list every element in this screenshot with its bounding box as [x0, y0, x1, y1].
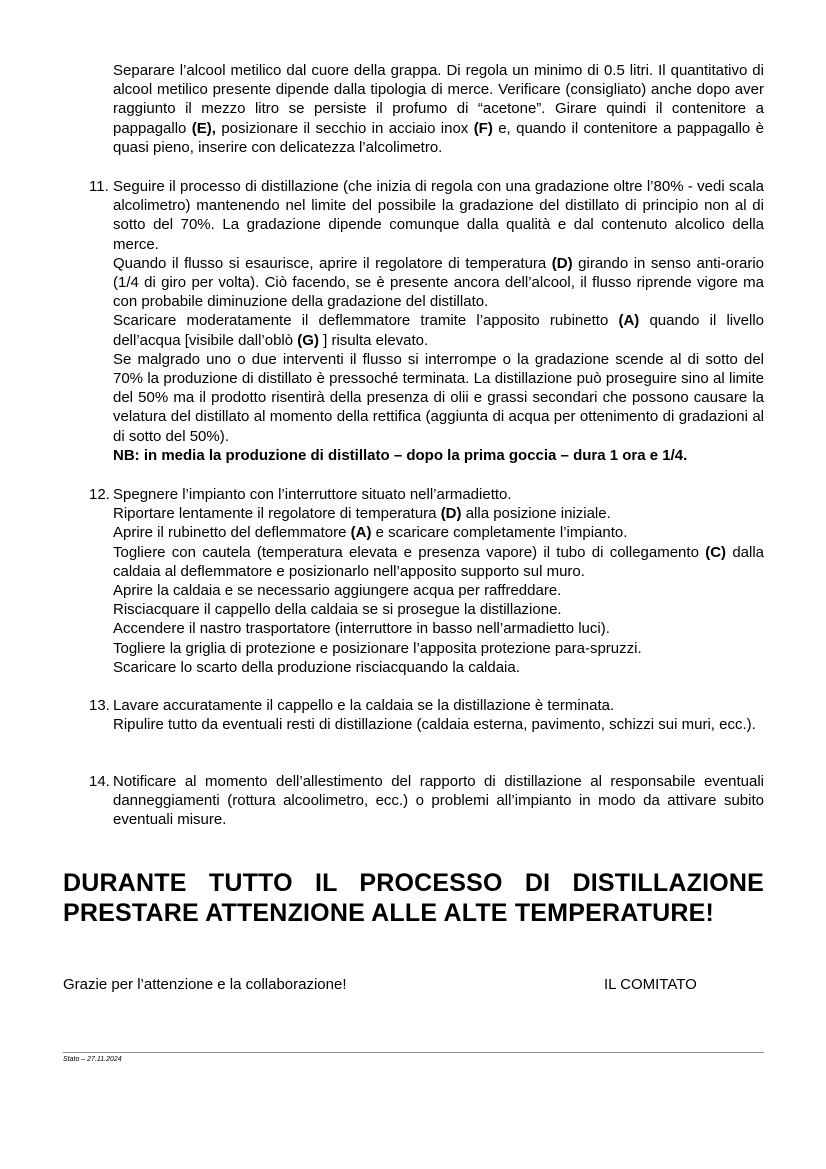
intro-text-4: e, quando il contenitore a pappagallo è quasi pieno, inserire con delicatezza l’alcolimetro. — [113, 119, 764, 156]
step-number: 12. — [89, 486, 110, 503]
step-13 — [89, 696, 764, 734]
label-a: (A) — [350, 524, 372, 542]
step-13-line: Lavare accuratamente il cappello e la caldaia se la distillazione è terminata. — [113, 697, 615, 714]
intro-paragraph — [113, 61, 764, 157]
step-number: 13. — [89, 697, 110, 714]
intro-text-3: posizionare il secchio in acciaio inox — [221, 119, 469, 137]
intro-text: Separare l’alcool metilico dal cuore della grappa. Di regola un minimo di 0.5 litri. Il quantitativo di alcool metilico presente dipende dalla tipologia di merce. Verificare (consigliato) anche dopo aver raggiunto il mezzo litro se persiste il profumo di “acetone”. — [113, 62, 764, 118]
step-12-line: Aprire la caldaia e se necessario aggiungere acqua per raffreddare. — [113, 582, 562, 600]
label-d: (D) — [440, 505, 462, 523]
intro-text-2: Girare quindi il contenitore a pappagallo — [113, 100, 765, 137]
label-f: (F) — [473, 119, 493, 137]
step-number: 14. — [89, 773, 110, 790]
step-12-line: Scaricare lo scarto della produzione risciacquando la caldaia. — [113, 658, 520, 676]
step-11-p1: Seguire il processo di distillazione (che inizia di regola con una gradazione oltre l’80% - vedi scala alcolimetro) mantenendo nel limite del possibile la gradazione del distillato di principio non al di sotto del 70%. La gradazione dipende comunque dalla qualità e dal contenuto alcolico della merce. — [113, 178, 764, 253]
step-11-p3: Scaricare moderatamente il deflemmatore tramite l’apposito rubinetto (A) quando il livello dell’acqua [visibile dall’oblò (G) ] risulta elevato. — [113, 312, 764, 349]
step-11 — [89, 177, 764, 465]
label-e: (E), — [191, 119, 216, 137]
step-12-line: Accendere il nastro trasportatore (interruttore in basso nell’armadietto luci). — [113, 620, 610, 638]
step-11-p4: Se malgrado uno o due interventi il flusso si interrompe o la gradazione scende al di sotto del 70% la produzione di distillato è pressoché terminata. La distillazione può proseguire sino al limite del 50% ma il prodotto risentirà della presenza di olii e grassi secondari che possono causare la velatura del distillato al momento della rettifica (aggiunta di acqua per ottenimento di gradazioni al di sotto del 50%). — [113, 350, 764, 445]
label-c: (C) — [705, 543, 727, 561]
step-12-line: Togliere con cautela (temperatura elevata e presenza vapore) il tubo di collegamento (C) dalla caldaia al deflemmatore e posizionarlo nell’apposito supporto sul muro. — [113, 543, 765, 580]
nb-note: NB: in media la produzione di distillato – dopo la prima goccia – dura 1 ora e 1/4. — [113, 446, 688, 464]
footer-status: Stato – 27.11.2024 — [63, 1056, 122, 1063]
step-number: 11. — [89, 178, 109, 195]
label-g: (G) — [297, 331, 319, 349]
step-11-p2: Quando il flusso si esaurisce, aprire il regolatore di temperatura (D) girando in senso anti-orario (1/4 di giro per volta). Ciò facendo, se è presente ancora dell’alcool, il flusso riprende vigore ma con probabile diminuzione della gradazione del distillato. — [113, 254, 765, 311]
label-d: (D) — [551, 254, 573, 272]
warning-line-1: DURANTE TUTTO IL PROCESSO DI DISTILLAZIONE — [63, 869, 764, 897]
step-12-line: Aprire il rubinetto del deflemmatore (A) e scaricare completamente l’impianto. — [113, 524, 628, 542]
step-12-line: Togliere la griglia di protezione e posizionare l’apposita protezione para-spruzzi. — [113, 639, 642, 657]
step-12 — [89, 485, 764, 677]
step-12-line: Risciacquare il cappello della caldaia se si prosegue la distillazione. — [113, 601, 562, 619]
temperature-warning — [63, 868, 764, 928]
step-12-line: Spegnere l’impianto con l’interruttore situato nell’armadietto. — [113, 486, 512, 503]
step-13-line: Ripulire tutto da eventuali resti di distillazione (caldaia esterna, pavimento, schizzi sui muri, ecc.). — [113, 716, 756, 734]
warning-line-2: PRESTARE ATTENZIONE ALLE ALTE TEMPERATURE! — [63, 899, 714, 927]
footer-divider — [63, 1052, 764, 1053]
step-14 — [89, 772, 764, 830]
thanks-text: Grazie per l’attenzione e la collaborazione! — [63, 976, 347, 993]
label-a: (A) — [618, 312, 640, 330]
step-12-line: Riportare lentamente il regolatore di temperatura (D) alla posizione iniziale. — [113, 505, 611, 523]
committee-signature: IL COMITATO — [604, 976, 697, 993]
step-14-line: Notificare al momento dell’allestimento del rapporto di distillazione al responsabile eventuali danneggiamenti (rottura alcoolimetro, ecc.) o problemi all’impianto in modo da attivare subito eventuali misure. — [113, 773, 764, 829]
